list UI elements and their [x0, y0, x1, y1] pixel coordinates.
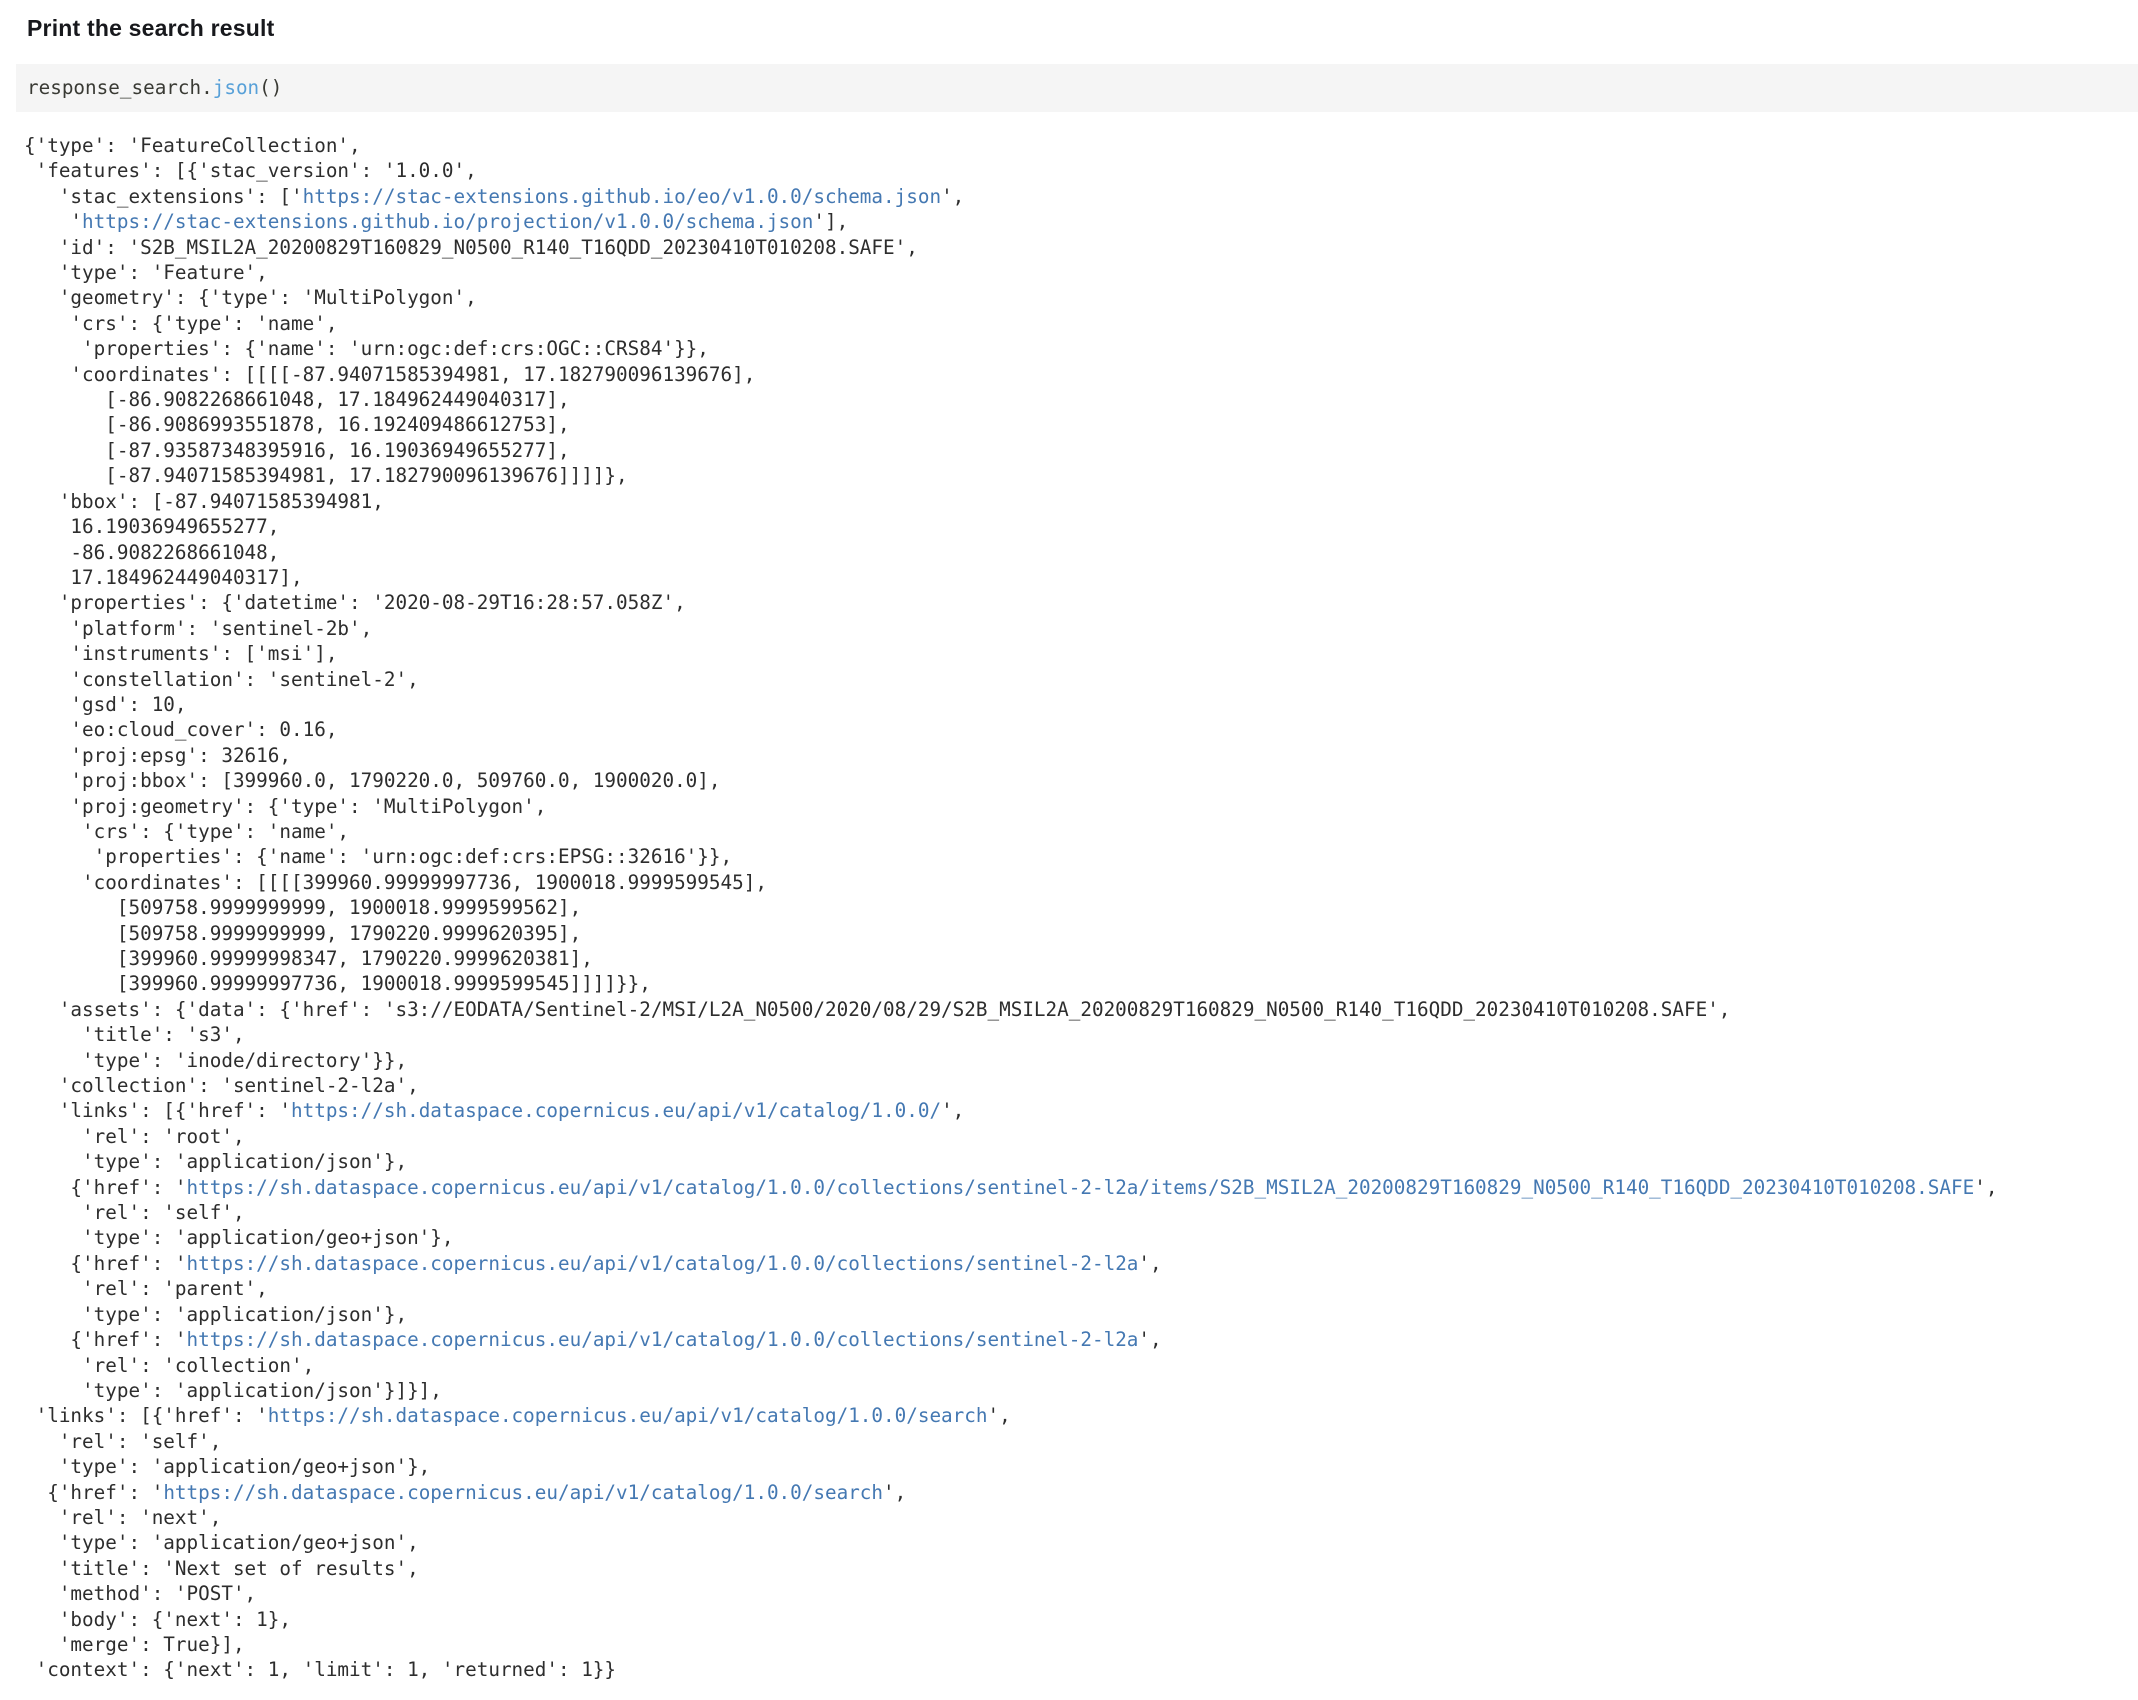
output-url-link[interactable]: https://sh.dataspace.copernicus.eu/api/v1/catalog/1.0.0/search: [267, 1404, 988, 1428]
cell-output: {'type': 'FeatureCollection', 'features': [{'stac_version': '1.0.0', 'stac_extensions': ['https://stac-extensions.github.io/eo/v1.0.0/schema.json', 'https://stac-extensions.github.io/projection/v1.0.0/schema.json'], 'id': 'S2B_MSIL2A_20200829T160829_N0500_R140_T16QDD_20230410T010208.SAFE', 'type': 'Feature', 'geometry': {'type': 'MultiPolygon', 'crs': {'type': 'name', 'properties': {'name': 'urn:ogc:def:crs:OGC::CRS84'}}, 'coordinates': [[[[-87.94071585394981, 17.182790096139676], [-86.9082268661048, 17.184962449040317], [-86.9086993551878, 16.192409486612753], [-87.93587348395916, 16.19036949655277], [-87.94071585394981, 17.182790096139676]]]]}, 'bbox': [-87.94071585394981, 16.19036949655277, -86.9082268661048, 17.184962449040317], 'properties': {'datetime': '2020-08-29T16:28:57.058Z', 'platform': 'sentinel-2b', 'instruments': ['msi'], 'constellation': 'sentinel-2', 'gsd': 10, 'eo:cloud_cover': 0.16, 'proj:epsg': 32616, 'proj:bbox': [399960.0, 1790220.0, 509760.0, 1900020.0], 'proj:geometry': {'type': 'MultiPolygon', 'crs': {'type': 'name', 'properties': {'name': 'urn:ogc:def:crs:EPSG::32616'}}, 'coordinates': [[[[399960.99999997736, 1900018.9999599545], [509758.9999999999, 1900018.9999599562], [509758.9999999999, 1790220.9999620395], [399960.99999998347, 1790220.9999620381], [399960.99999997736, 1900018.9999599545]]]]}}, 'assets': {'data': {'href': 's3://EODATA/Sentinel-2/MSI/L2A_N0500/2020/08/29/S2B_MSIL2A_20200829T160829_N0500_R140_T16QDD_20230410T010208.SAFE', 'title': 's3', 'type': 'inode/directory'}}, 'collection': 'sentinel-2-l2a', 'links': [{'href': 'https://sh.dataspace.copernicus.eu/api/v1/catalog/1.0.0/', 'rel': 'root', 'type': 'application/json'}, {'href': 'https://sh.dataspace.copernicus.eu/api/v1/catalog/1.0.0/collections/sentinel-2-l2a/items/S2B_MSIL2A_20200829T160829_N0500_R140_T16QDD_20230410T010208.SAFE', 'rel': 'self', 'type': 'application/geo+json'}, {'href': 'https://sh.dataspace.copernicus.eu/api/v1/catalog/1.0.0/collections/sentinel-2-l2a', 'rel': 'parent', 'type': 'application/json'}, {'href': 'https://sh.dataspace.copernicus.eu/api/v1/catalog/1.0.0/collections/sentinel-2-l2a', 'rel': 'collection', 'type': 'application/json'}]}], 'links': [{'href': 'https://sh.dataspace.copernicus.eu/api/v1/catalog/1.0.0/search', 'rel': 'self', 'type': 'application/geo+json'}, {'href': 'https://sh.dataspace.copernicus.eu/api/v1/catalog/1.0.0/search', 'rel': 'next', 'type': 'application/geo+json', 'title': 'Next set of results', 'method': 'POST', 'body': {'next': 1}, 'merge': True}], 'context': {'next': 1, 'limit': 1, 'returned': 1}}: [24, 134, 1998, 1682]
docs-page: [0, 14, 2138, 1700]
code-object-token: response_search.: [27, 76, 213, 99]
code-input: [27, 76, 282, 99]
output-url-link[interactable]: https://sh.dataspace.copernicus.eu/api/v1/catalog/1.0.0/search: [163, 1480, 884, 1504]
section-heading: Print the search result: [27, 15, 275, 41]
output-url-link[interactable]: https://sh.dataspace.copernicus.eu/api/v1/catalog/1.0.0/collections/sentinel-2-l2a: [186, 1251, 1139, 1275]
output-url-link[interactable]: https://stac-extensions.github.io/projection/v1.0.0/schema.json: [82, 210, 814, 234]
output-url-link[interactable]: https://sh.dataspace.copernicus.eu/api/v1/catalog/1.0.0/collections/sentinel-2-l2a/items/S2B_MSIL2A_20200829T160829_N0500_R140_T16QDD_20230410T010208.SAFE: [186, 1175, 1975, 1199]
output-url-link[interactable]: https://stac-extensions.github.io/eo/v1.0.0/schema.json: [302, 184, 942, 208]
code-method-token: json: [212, 76, 260, 99]
output-url-link[interactable]: https://sh.dataspace.copernicus.eu/api/v1/catalog/1.0.0/collections/sentinel-2-l2a: [186, 1328, 1139, 1352]
code-parens-token: (): [259, 76, 283, 99]
output-url-link[interactable]: https://sh.dataspace.copernicus.eu/api/v1/catalog/1.0.0/: [291, 1099, 942, 1123]
code-cell: [16, 64, 2138, 112]
